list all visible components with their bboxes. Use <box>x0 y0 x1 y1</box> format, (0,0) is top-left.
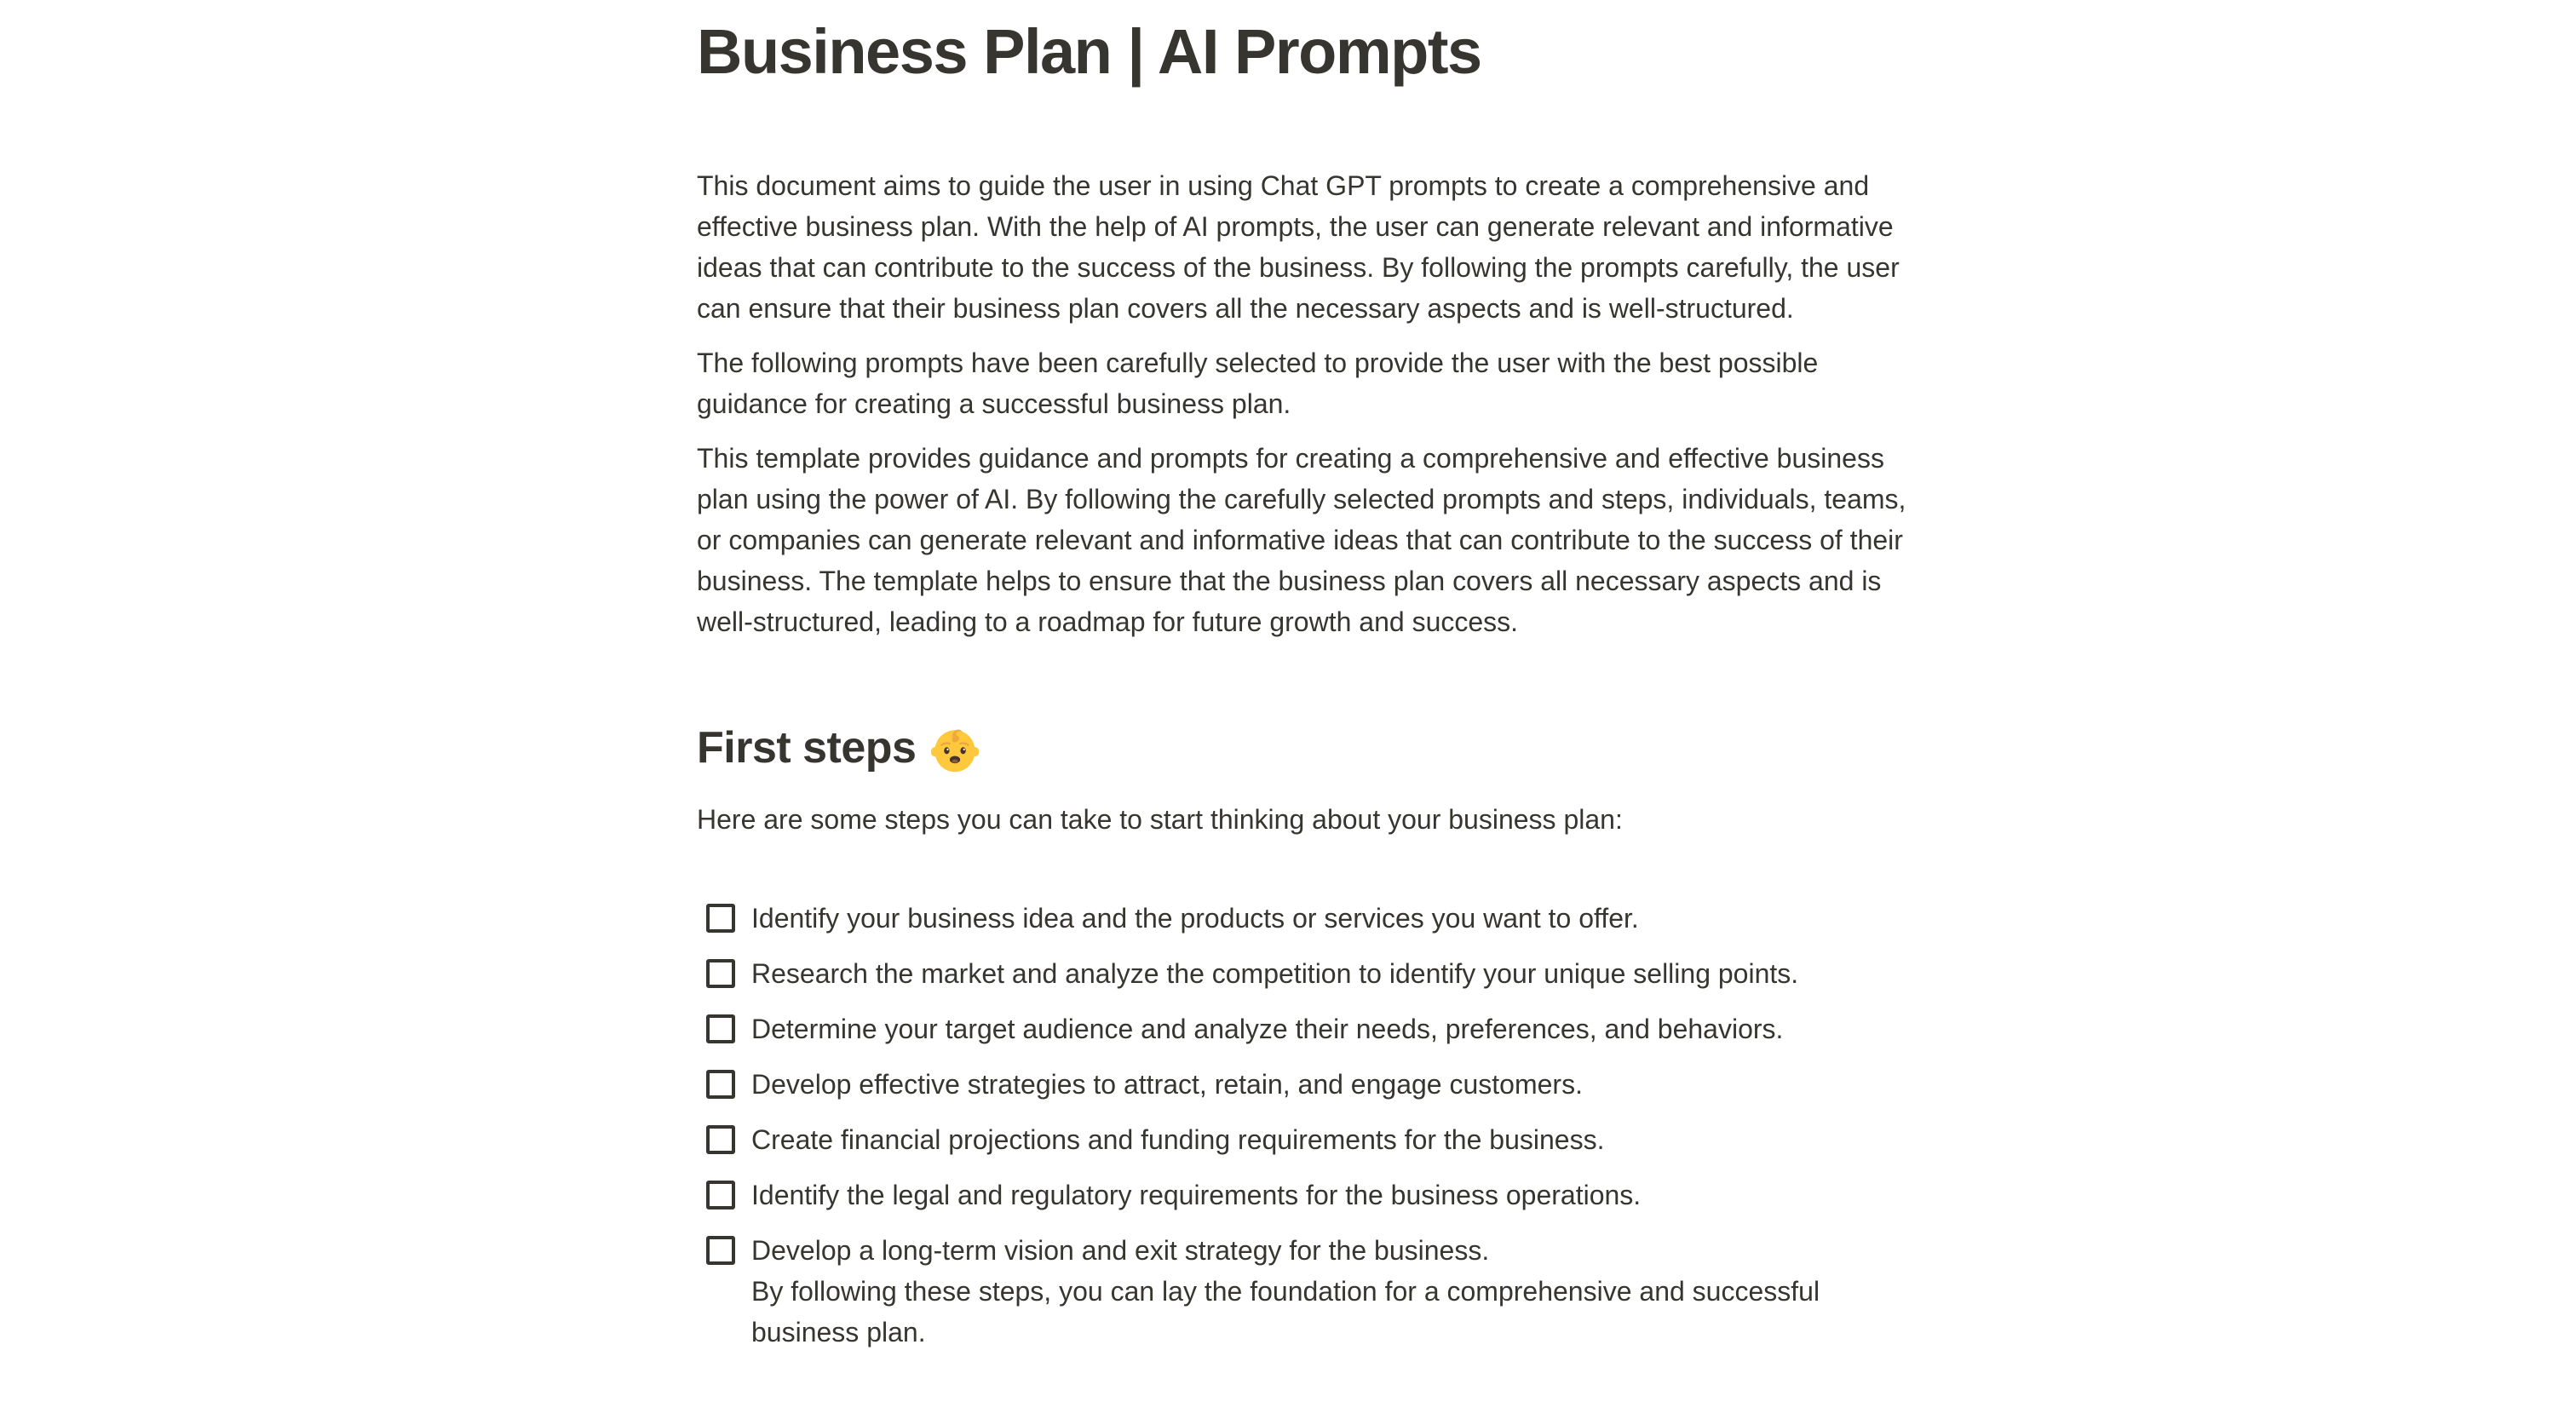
intro-paragraph-3: This template provides guidance and prompts for creating a comprehensive and effective business plan using the power of AI. By following the carefully selected prompts and steps, individuals, teams, or companies can generate relevant and informative ideas that can contribute to the success of their business. The template helps to ensure that the business plan covers all necessary aspects and is well-structured, leading to a roadmap for future growth and success. <box>697 443 1914 637</box>
todo-label: Identify your business idea and the products or services you want to offer. <box>751 903 1639 934</box>
todo-list <box>697 898 1920 1353</box>
todo-checkbox[interactable] <box>706 1070 735 1099</box>
todo-label: Determine your target audience and analyze their needs, preferences, and behaviors. <box>751 1014 1784 1044</box>
section-heading <box>697 721 1920 775</box>
todo-item <box>697 1008 1920 1049</box>
todo-continuation: By following these steps, you can lay the foundation for a comprehensive and successful business plan. <box>751 1276 1820 1347</box>
todo-checkbox[interactable] <box>706 959 735 988</box>
todo-label: Create financial projections and funding requirements for the business. <box>751 1124 1605 1155</box>
todo-label: Identify the legal and regulatory requirements for the business operations. <box>751 1180 1642 1210</box>
todo-item <box>697 898 1920 939</box>
todo-checkbox[interactable] <box>706 1236 735 1265</box>
intro-paragraph-2: The following prompts have been carefully selected to provide the user with the best possible guidance for creating a successful business plan. <box>697 348 1826 419</box>
todo-item <box>697 1230 1920 1353</box>
todo-item <box>697 1175 1920 1215</box>
baby-emoji-icon <box>931 726 979 773</box>
todo-checkbox[interactable] <box>706 904 735 933</box>
todo-label <box>751 1230 1920 1353</box>
section-intro: Here are some steps you can take to start thinking about your business plan: <box>697 804 1623 835</box>
todo-item <box>697 1119 1920 1160</box>
page-title: Business Plan | AI Prompts <box>697 16 1481 87</box>
section-heading-text: First steps <box>697 723 917 773</box>
intro-paragraph-1: This document aims to guide the user in using Chat GPT prompts to create a comprehensive and effective business plan. With the help of AI prompts, the user can generate relevant and informative ideas that can contribute to the success of the business. By following the prompts carefully, the user can ensure that their business plan covers all the necessary aspects and is well-structured. <box>697 170 1907 324</box>
document-page <box>697 0 1920 1353</box>
todo-item <box>697 953 1920 994</box>
todo-label: Develop effective strategies to attract, retain, and engage customers. <box>751 1069 1583 1100</box>
todo-label: Research the market and analyze the competition to identify your unique selling points. <box>751 958 1799 989</box>
todo-checkbox[interactable] <box>706 1125 735 1154</box>
todo-checkbox[interactable] <box>706 1181 735 1210</box>
todo-checkbox[interactable] <box>706 1014 735 1043</box>
todo-item <box>697 1064 1920 1105</box>
todo-label-text: Develop a long-term vision and exit strategy for the business. <box>751 1235 1490 1266</box>
